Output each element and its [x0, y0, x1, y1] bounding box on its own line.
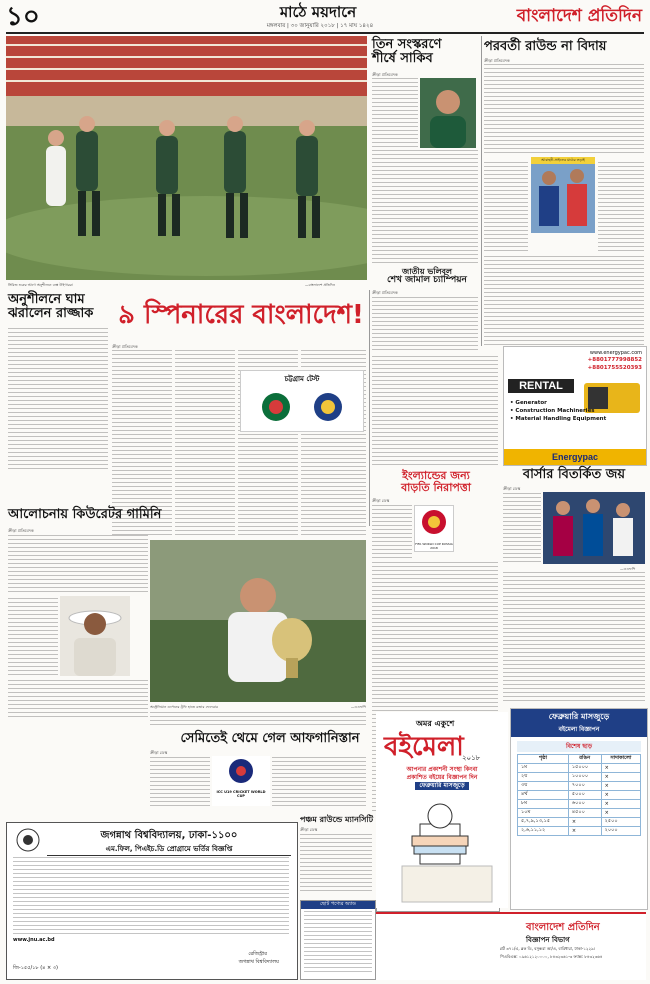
signature-title: রেজিস্ট্রার [248, 951, 267, 957]
barca-body-text-2 [503, 572, 645, 702]
england-body-text [372, 505, 412, 560]
table-row [518, 800, 641, 809]
cricket-practice-photo [6, 36, 367, 280]
fifth-round-byline: ক্রীড়া ডেস্ক [300, 827, 318, 832]
next-round-body-text-4 [484, 256, 644, 346]
practice-kicker-line2: ঝরালেন রাজ্জাক [8, 305, 94, 321]
rate-header-page: পৃষ্ঠা [518, 755, 569, 764]
footer-phone: পিএবিএক্স: ০৯৬১২১২০০০০, ৮৪৩২৩৬১-৩ ফ্যাক্স: ৮৪৩২৩৬৪ [500, 954, 603, 959]
volleyball-headline-line1: জাতীয় ভলিবল [402, 267, 452, 276]
fifth-round-headline: পঞ্চম রাউন্ডে ম্যানসিটি [300, 815, 374, 824]
discussion-body-text-3 [8, 680, 148, 720]
federer-caption [150, 704, 366, 711]
book-fair-title: বইমেলা [384, 732, 464, 762]
barca-credit: —এএফপি [620, 567, 636, 571]
section-title: মাঠে ময়দানে [279, 3, 357, 21]
rate-bw: ২০০০ [601, 827, 640, 836]
brand-logo: বাংলাদেশ প্রতিদিন [516, 6, 642, 26]
footer-ad [376, 912, 646, 980]
rental-website: www.energypac.com [589, 350, 642, 356]
rate-page: ১ম [518, 764, 569, 773]
barca-photo [543, 492, 645, 564]
barca-headline: বার্সার বিতর্কিত জয় [522, 467, 626, 482]
discussion-byline: ক্রীড়া প্রতিবেদক [8, 528, 34, 533]
afghanistan-body-text [150, 757, 210, 807]
rate-page: ২,৬,১১,১২ [518, 827, 569, 836]
rate-page: ২য় [518, 773, 569, 782]
federer-credit: —এএফপি [350, 705, 366, 709]
top-photo-caption [8, 282, 308, 289]
shakib-photo [420, 78, 476, 148]
england-byline: ক্রীড়া ডেস্ক [372, 498, 390, 503]
fifa-logo-text: FIFA WORLD CUP RUSSIA 2018 [415, 542, 453, 550]
rate-color: ৪৫০০ [568, 809, 601, 818]
rate-color: ৫০০০ [568, 791, 601, 800]
shakib-headline-line1: তিন সংস্করণে [372, 37, 442, 52]
shakib-body-text-2 [372, 150, 478, 265]
curator-photo [60, 596, 130, 676]
signature-org: জগন্নাথ বিশ্ববিদ্যালয় [238, 959, 279, 965]
team-crests [241, 385, 363, 429]
footer-address: প্লট ৩৭১/এ, ব্লক ডি, বসুন্ধরা আ/এ, বারিধারা, ঢাকা-১২২৯। [500, 946, 596, 951]
u19-logo [212, 756, 270, 806]
afghanistan-headline: সেমিতেই থেমে গেল আফগানিস্তান [180, 731, 360, 746]
small-ad [300, 900, 376, 980]
rate-table [517, 754, 641, 836]
rental-item-construction: • Construction Machineries [510, 408, 595, 414]
small-ad-label: ছোট পণ্যের অ্যাড [301, 901, 375, 909]
rate-bw: × [601, 800, 640, 809]
rental-phone-1: +8801777998852 [587, 357, 642, 363]
mid-body-text [150, 712, 366, 726]
university-emblem [13, 827, 43, 853]
rate-bw: × [601, 782, 640, 791]
rental-badge: RENTAL [508, 379, 574, 393]
football-photo [531, 158, 595, 233]
rate-page: ৪র্থ [518, 791, 569, 800]
practice-kicker-line1: অনুশীলনে ঘাম [8, 292, 85, 307]
rate-bw: ২৫০০ [601, 818, 640, 827]
rate-ad-title-1: ফেব্রুয়ারি মাসজুড়ে [548, 712, 610, 721]
table-row [518, 809, 641, 818]
notice-ref: জি-১৫৫/১৮ (৪ × ৩) [13, 965, 58, 971]
book-fair-tagline [380, 766, 504, 790]
england-headline-line2: বাড়তি নিরাপত্তা [401, 480, 471, 494]
federer-photo [150, 540, 366, 702]
table-row [518, 827, 641, 836]
table-row [518, 791, 641, 800]
fifa-logo [414, 505, 454, 552]
rate-page: ১০ম [518, 809, 569, 818]
rental-item-generator: • Generator [510, 400, 547, 406]
barca-byline: ক্রীড়া ডেস্ক [503, 486, 521, 491]
column-divider [481, 36, 482, 346]
main-feature-byline: ক্রীড়া প্রতিবেদক [112, 344, 138, 349]
afghanistan-byline: ক্রীড়া ডেস্ক [150, 750, 168, 755]
rate-page: ৩য় [518, 782, 569, 791]
next-round-byline: ক্রীড়া প্রতিবেদক [484, 58, 510, 63]
footer-dept: বিজ্ঞাপন বিভাগ [526, 936, 570, 944]
header-rule [6, 32, 644, 34]
book-fair-illustration [382, 796, 504, 904]
book-fair-top-line: অমর একুশে [416, 719, 455, 728]
rental-phone-2: +8801755520393 [587, 365, 642, 371]
practice-kicker [8, 293, 108, 320]
table-row [518, 773, 641, 782]
rate-ad-title-2: বইমেলা বিজ্ঞাপন [558, 726, 600, 733]
university-notice [6, 822, 298, 980]
discount-label: বিশেষ ছাড় [565, 743, 593, 750]
rate-ad-title [511, 709, 647, 737]
rate-bw: × [601, 791, 640, 800]
volleyball-headline [372, 268, 482, 286]
volleyball-headline-line2: শেখ জামাল চ্যাম্পিয়ন [387, 275, 467, 286]
rate-color: ১০০০০ [568, 773, 601, 782]
rate-ad-discount [517, 741, 641, 752]
page-number: ১০ [6, 2, 40, 32]
rental-items [510, 399, 606, 423]
practice-body-text [8, 328, 108, 472]
next-round-body-text [484, 64, 644, 156]
small-ad-body [304, 911, 372, 975]
football-photo-caption: আবাহনী-সাইফের মাঠের লড়াই [531, 157, 595, 164]
england-headline [372, 470, 500, 493]
main-feature-col-2 [175, 350, 235, 538]
rate-page: ৮ম [518, 800, 569, 809]
rate-header-bw: সাদাকালো [601, 755, 640, 764]
table-row [518, 782, 641, 791]
discussion-body-text-2 [8, 598, 58, 678]
rate-ad [510, 708, 648, 910]
volleyball-byline: ক্রীড়া প্রতিবেদক [372, 290, 398, 295]
rate-page: ৫,৭,৯,১৩,১৫ [518, 818, 569, 827]
caption-text: সিরিজ শুরুর আগে অনুশীলনে ব্যস্ত টাইগাররা [8, 283, 73, 287]
book-fair-tagline-3: ফেব্রুয়ারি মাসজুড়ে [415, 782, 468, 790]
table-row [518, 764, 641, 773]
next-round-headline: পরবর্তী রাউন্ড না বিদায় [484, 39, 607, 54]
rate-bw: × [601, 809, 640, 818]
series-logo-text: চট্টগ্রাম টেস্ট [284, 375, 320, 383]
main-headline: ৯ স্পিনারের বাংলাদেশ! [118, 300, 364, 330]
footer-brand: বাংলাদেশ প্রতিদিন [526, 922, 600, 933]
book-fair-tagline-2: প্রকাশিত বইয়ের বিজ্ঞাপন দিন [406, 774, 478, 781]
rate-color: ১৫০০০ [568, 764, 601, 773]
university-title: জগন্নাথ বিশ্ববিদ্যালয়, ঢাকা-১১০০ [100, 830, 238, 841]
top-photo-credit: —বাংলাদেশ প্রতিদিন [305, 283, 335, 287]
table-row [518, 818, 641, 827]
rate-color: ৬০০০ [568, 800, 601, 809]
discussion-body-text [8, 535, 148, 595]
rate-bw: × [601, 764, 640, 773]
right-column-text [372, 356, 498, 466]
chattogram-test-logo [240, 370, 364, 432]
federer-caption-text: অস্ট্রেলিয়ান ওপেনের ট্রফি হাতে রজার ফেদেরার [150, 705, 218, 709]
rate-color: × [568, 818, 601, 827]
book-fair-ad [376, 712, 508, 908]
next-round-body-text-3 [598, 162, 644, 252]
afghanistan-body-text-2 [272, 757, 366, 807]
energypac-brand: Energypac [504, 449, 646, 465]
england-headline-line1: ইংল্যান্ডের জন্য [402, 469, 470, 482]
column-divider-2 [369, 290, 370, 526]
rental-ad [503, 346, 647, 466]
next-round-body-text-2 [484, 162, 528, 252]
date-line: মঙ্গলবার | ৩০ জানুয়ারি ২০১৮ | ১৭ মাঘ ১৪২৪ [266, 23, 374, 29]
book-fair-year: ২০১৮ [462, 754, 481, 762]
volleyball-body-text [372, 297, 478, 352]
book-fair-tagline-1: আপনার প্রকাশনী সংস্থা কিংবা [406, 766, 478, 773]
shakib-byline: ক্রীড়া প্রতিবেদক [372, 72, 398, 77]
shakib-body-text [372, 78, 418, 148]
barca-body-text [503, 493, 541, 563]
rate-color: ৭০০০ [568, 782, 601, 791]
fifth-round-body-text [300, 834, 372, 894]
university-website: www.jnu.ac.bd [13, 937, 55, 943]
university-subtitle: এম.ফিল, পিএইচ.ডি প্রোগ্রামে ভর্তির বিজ্ঞপ্তি [47, 843, 291, 856]
rate-bw: × [601, 773, 640, 782]
rate-header-color: রঙিন [568, 755, 601, 764]
university-notice-body [13, 857, 289, 935]
rental-item-material: • Material Handling Equipment [510, 416, 607, 422]
u19-logo-text: ICC U19 CRICKET WORLD CUP [216, 790, 266, 798]
shakib-headline [372, 38, 482, 65]
rate-color: × [568, 827, 601, 836]
shakib-headline-line2: শীর্ষে সাকিব [372, 50, 433, 66]
discussion-headline: আলোচনায় কিউরেটর গামিনি [8, 507, 162, 522]
